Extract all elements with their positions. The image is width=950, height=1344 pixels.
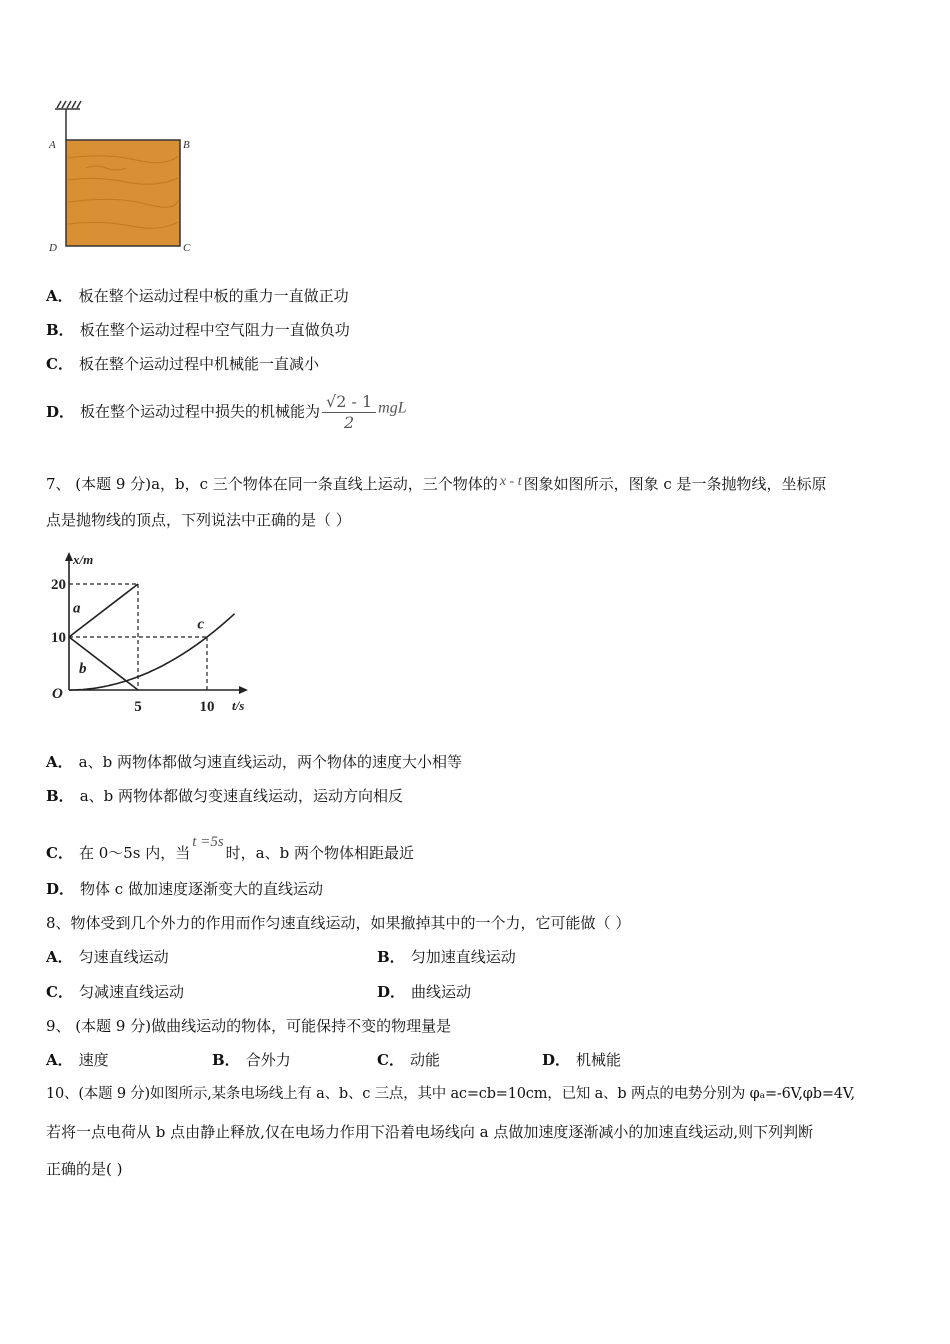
q7-option-c: [46, 832, 414, 863]
ceiling-hatch: [55, 101, 81, 109]
q7-option-d-text: 物体 c 做加速度逐渐变大的直线运动: [80, 880, 323, 898]
q7-option-c-post: 时，a、b 两个物体相距最近: [225, 844, 414, 862]
q7-option-d-key: D．: [46, 880, 75, 898]
x-tick-label-5: 5: [134, 699, 142, 715]
q7-stem-line2: 点是抛物线的顶点，下列说法中正确的是（ ）: [46, 511, 351, 529]
hanging-board-figure: [46, 98, 196, 258]
q6-option-b: [46, 320, 350, 340]
y-tick-label-10: 10: [51, 630, 66, 646]
q8-option-b-key: B．: [377, 948, 405, 966]
q10-stem-line2: 若将一点电荷从 b 点由静止释放,仅在电场力作用下沿着电场线向 a 点做加速度逐渐减小的加速直线运动,则下列判断: [46, 1123, 814, 1141]
q8-option-a-text: 匀速直线运动: [78, 948, 169, 966]
y-axis-arrow: [65, 552, 73, 561]
q6-option-d-text: 板在整个运动过程中损失的机械能为: [80, 402, 321, 421]
q9-option-a: [46, 1050, 109, 1070]
q8-option-d-text: 曲线运动: [411, 983, 472, 1001]
x-axis-arrow: [239, 686, 248, 694]
q7-stem-post: 图象如图所示，图象 c 是一条抛物线，坐标原: [523, 475, 827, 493]
q7-option-b: [46, 786, 403, 806]
q6-option-c: [46, 354, 319, 374]
q6-option-c-text: 板在整个运动过程中机械能一直减小: [78, 355, 319, 373]
q7-stem-math: x - t: [499, 474, 522, 489]
q8-option-a: [46, 947, 169, 967]
q9-option-d: [542, 1050, 621, 1070]
q7-option-b-key: B．: [46, 787, 74, 805]
q9-option-d-text: 机械能: [576, 1051, 622, 1069]
q6-option-a: [46, 286, 349, 306]
q9-option-a-text: 速度: [78, 1051, 109, 1069]
x-axis-label: t/s: [232, 698, 245, 713]
q7-option-a-text: a、b 两物体都做匀速直线运动，两个物体的速度大小相等: [78, 753, 462, 771]
q8-option-b: [377, 947, 516, 967]
series-c-line: [69, 614, 235, 690]
q9-option-b-text: 合外力: [245, 1051, 291, 1069]
q9-option-c-text: 动能: [409, 1051, 440, 1069]
q9-option-b: [212, 1050, 291, 1070]
q10-stem-line3: 正确的是( ): [46, 1160, 123, 1178]
q8-option-d-key: D．: [377, 983, 406, 1001]
origin-label: O: [52, 686, 63, 702]
q6-option-d: [46, 392, 407, 433]
q7-option-d: [46, 879, 323, 899]
q7-option-b-text: a、b 两物体都做匀变速直线运动，运动方向相反: [79, 787, 404, 805]
energy-loss-fraction: [322, 392, 376, 433]
series-c-label: c: [197, 616, 205, 633]
series-b-label: b: [79, 661, 87, 678]
q9-option-a-key: A．: [46, 1051, 73, 1069]
corner-label-d: D: [49, 242, 57, 254]
q8-option-d: [377, 982, 471, 1002]
q7-option-a-key: A．: [46, 753, 73, 771]
q6-option-c-key: C．: [46, 355, 73, 373]
y-axis-label: x/m: [73, 552, 94, 567]
x-tick-label-10: 10: [199, 699, 215, 715]
xt-graph: [40, 548, 270, 720]
corner-label-a: A: [49, 139, 56, 151]
wooden-board: [66, 140, 180, 246]
fraction-numerator: √2 - 1: [322, 392, 376, 413]
q8-option-b-text: 匀加速直线运动: [410, 948, 516, 966]
q6-option-b-text: 板在整个运动过程中空气阻力一直做负功: [79, 321, 350, 339]
q9-option-c: [377, 1050, 440, 1070]
fraction-denominator: 2: [344, 413, 355, 432]
series-a-label: a: [73, 600, 81, 617]
q9-option-d-key: D．: [542, 1051, 571, 1069]
q10-stem-line1: 10、(本题 9 分)如图所示,某条电场线上有 a、b、c 三点，其中 ac=cb=10cm，已知 a、b 两点的电势分别为 φₐ=-6V,φb=4V,: [46, 1086, 855, 1102]
q8-option-c: [46, 982, 184, 1002]
fraction-tail: mgL: [378, 399, 407, 417]
q8-stem: 8、物体受到几个外力的作用而作匀速直线运动，如果撤掉其中的一个力，它可能做（ ）: [46, 914, 631, 932]
corner-label-b: B: [183, 139, 190, 151]
y-tick-label-20: 20: [51, 577, 66, 593]
q9-stem: 9、 (本题 9 分)做曲线运动的物体，可能保持不变的物理量是: [46, 1017, 452, 1035]
q6-option-a-text: 板在整个运动过程中板的重力一直做正功: [78, 287, 349, 305]
q8-option-a-key: A．: [46, 948, 73, 966]
q8-option-c-text: 匀减速直线运动: [78, 983, 184, 1001]
q6-option-b-key: B．: [46, 321, 74, 339]
q7-option-c-math: t =5s: [192, 834, 224, 850]
q6-option-a-key: A．: [46, 287, 73, 305]
q7-stem-line1: [46, 472, 827, 494]
q7-option-c-key: C．: [46, 844, 73, 862]
q9-option-c-key: C．: [377, 1051, 404, 1069]
q7-option-a: [46, 752, 462, 772]
q7-stem-pre: 7、 (本题 9 分)a，b，c 三个物体在同一条直线上运动，三个物体的: [46, 475, 498, 493]
q8-option-c-key: C．: [46, 983, 73, 1001]
q9-option-b-key: B．: [212, 1051, 240, 1069]
corner-label-c: C: [183, 242, 191, 254]
q6-option-d-key: D．: [46, 402, 75, 421]
q7-option-c-pre: 在 0～5s 内，当: [78, 844, 191, 862]
